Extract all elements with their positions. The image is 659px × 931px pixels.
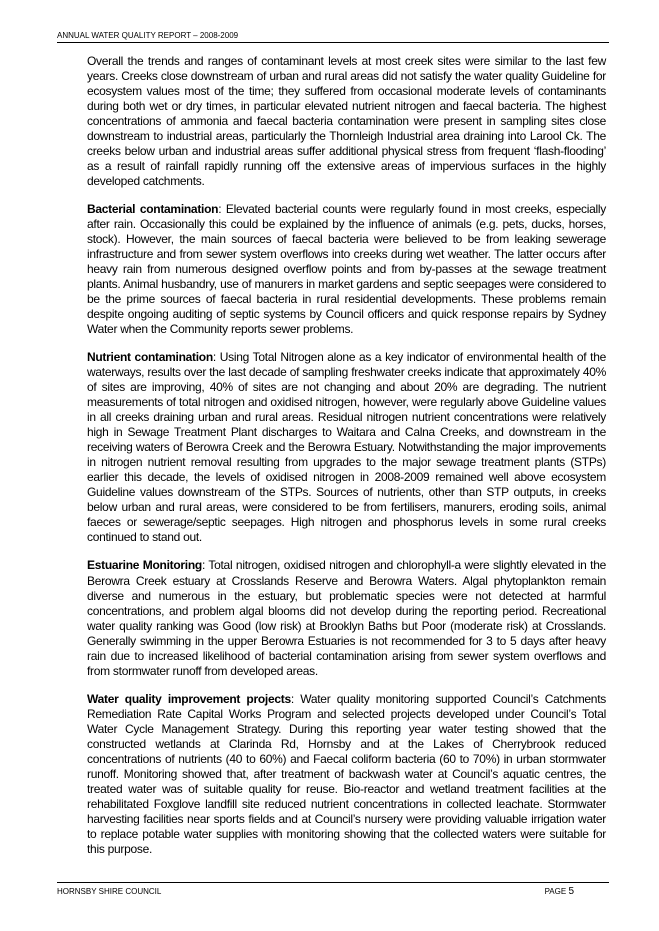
page-number-value: 5 <box>568 886 574 897</box>
section-heading-estuarine: Estuarine Monitoring <box>87 558 202 573</box>
paragraph-bacterial-contamination <box>87 202 606 337</box>
page-footer <box>57 882 609 897</box>
paragraph-text: : Total nitrogen, oxidised nitrogen and chlorophyll-a were slightly elevated in the Berowra Creek estuary at Crosslands Reserve and Berowra Waters. Algal phytoplankton remain diverse and numerous in the estuary, but problematic species were not detected at harmful concentrations, and problem algal blooms did not develop during the reporting period. Recreational water quality ranking was Good (low risk) at Brooklyn Baths but Poor (moderate risk) at Crosslands. Generally swimming in the upper Berowra Estuaries is not recommended for 3 to 5 days after heavy rain due to increased likelihood of bacterial contamination arising from sewer system overflows and from stormwater runoff from developed areas. <box>87 558 606 678</box>
paragraph-estuarine-monitoring <box>87 558 606 678</box>
footer-organisation: HORNSBY SHIRE COUNCIL <box>57 887 162 896</box>
section-heading-projects: Water quality improvement projects <box>87 691 291 706</box>
section-heading-nutrient: Nutrient contamination <box>87 350 213 365</box>
paragraph-text: : Using Total Nitrogen alone as a key indicator of environmental health of the waterways, results over the last decade of sampling freshwater creeks indicate that approximately 40% of sites are improving, 40% of sites are not changing and about 20% are degrading. The nutrient measurements of total nitrogen and oxidised nitrogen, however, were regularly above Guideline values in all creeks draining urban and rural areas. Residual nitrogen nutrient concentrations were relatively high in Sewage Treatment Plant discharges to Waitara and Calna Creeks, and downstream in the receiving waters of Berowra Creek and the Berowra Estuary. Notwithstanding the major improvements in nitrogen nutrient removal resulting from upgrades to the major sewage treatment plants (STPs) earlier this decade, the levels of oxidised nitrogen in 2008-2009 remained well above ecosystem Guideline values downstream of the STPs. Sources of nutrients, other than STP outputs, in creeks below urban and rural areas, were considered to be from fertilisers, manurers, eroding soils, animal faeces or sewerage/septic seepages. High nitrogen and phosphorus levels in some rural creeks continued to stand out. <box>87 350 606 545</box>
section-heading-bacterial: Bacterial contamination <box>87 202 219 217</box>
page-number <box>545 887 574 897</box>
paragraph-text: : Water quality monitoring supported Council’s Catchments Remediation Rate Capital Works Program and selected projects developed under Council’s Total Water Cycle Management Strategy. During this reporting year water testing showed that the constructed wetlands at Clarinda Rd, Hornsby and at the Lakes of Cherrybrook reduced concentrations of nutrients (40 to 60%) and Faecal coliform bacteria (60 to 70%) in urban stormwater runoff. Monitoring showed that, after treatment of backwash water at Council’s aquatic centres, the treated water was of suitable quality for reuse. Bio-reactor and wetland treatment facilities at the rehabilitated Foxglove landfill site reduced nutrient concentrations in collected leachate. Stormwater harvesting facilities near sports fields and at Council’s nursery were providing valuable irrigation water to replace potable water supplies with monitoring showing that the collected waters were suitable for this purpose. <box>87 691 606 856</box>
paragraph-water-quality-projects <box>87 692 606 857</box>
running-title: ANNUAL WATER QUALITY REPORT – 2008-2009 <box>57 31 239 40</box>
paragraph-text: : Elevated bacterial counts were regularly found in most creeks, especially after rain. Occasionally this could be explained by the influence of animals (e.g. pets, ducks, horses, stock). However, the main sources of faecal bacteria were believed to be from leaking sewerage infrastructure and from sewer system overflows into creeks during wet weather. The latter occurs after heavy rain from numerous designed overflow points and from by-passes at the sewage treatment plants. Animal husbandry, use of manurers in market gardens and septic seepages were considered to be the prime sources of faecal bacteria in rural residential developments. These problems remain despite ongoing auditing of septic systems by Council officers and quick response repairs by Sydney Water when the Community reports sewer problems. <box>87 202 606 337</box>
paragraph-text: Overall the trends and ranges of contaminant levels at most creek sites were similar to the last few years. Creeks close downstream of urban and rural areas did not satisfy the water quality Guideline for ecosystem values most of the time; they suffered from occasional moderate levels of contaminants during both wet or dry times, in particular elevated nutrient nitrogen and faecal bacteria. The highest concentrations of ammonia and faecal bacteria contamination were present in sampling sites close downstream to industrial areas, particularly the Thornleigh Industrial area draining into Larool Ck. The creeks below urban and industrial areas suffer additional physical stress from frequent ‘flash-flooding’ as a result of rainfall rapidly running off the extensive areas of impervious surfaces in the highly developed catchments. <box>87 54 606 189</box>
paragraph-overall-trends <box>87 54 606 189</box>
paragraph-nutrient-contamination <box>87 350 606 545</box>
running-header <box>57 31 609 43</box>
page-label: PAGE <box>544 887 567 896</box>
report-body <box>87 54 606 870</box>
